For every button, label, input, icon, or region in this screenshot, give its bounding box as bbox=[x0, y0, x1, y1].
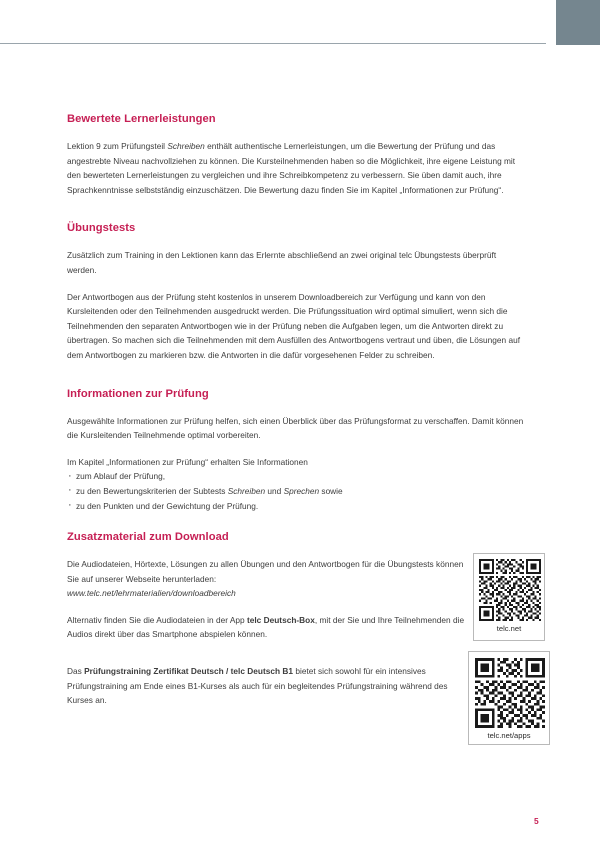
section-title: Übungstests bbox=[67, 222, 136, 235]
section-uebungstests bbox=[67, 221, 526, 362]
paragraph bbox=[67, 455, 526, 470]
header-divider-rule bbox=[0, 43, 546, 44]
text-run-italic: Sprechen bbox=[283, 485, 320, 496]
paragraph bbox=[67, 557, 467, 601]
text-run: und bbox=[265, 485, 284, 496]
qr-card-telc-net[interactable] bbox=[473, 553, 545, 641]
text-run: enthält authentische Lernerleistungen, um die Bewertung der Prüfung und das angestrebte Niveau nachvollziehen zu können. Die Kursteilnehmenden haben so die Möglichkeit, ihre eigene Leistung mit den bewerteten Lernerleistungen zu vergleichen und ihre Schreibkompetenz zu verbessern. Sie üben damit auch, ihre Sprachkenntnisse selbstständig einzuschätzen. Die Bewertung dazu finden Sie im Kapitel „Informationen zur Prüfung“. bbox=[67, 141, 516, 195]
list-item bbox=[67, 499, 526, 514]
section-zusatzmaterial-zum-download bbox=[67, 530, 526, 708]
section-title: Zusatzmaterial zum Download bbox=[67, 531, 229, 544]
section-title: Informationen zur Prüfung bbox=[67, 387, 209, 400]
text-run: zum Ablauf der Prüfung, bbox=[76, 471, 166, 482]
qr-code-icon bbox=[475, 658, 545, 728]
text-run-italic: Schreiben bbox=[227, 485, 266, 496]
text-run: Die Audiodateien, Hörtexte, Lösungen zu allen Übungen und den Antwortbogen für die Übungstests können Sie auf unserer Webseite herunterladen: bbox=[67, 559, 464, 584]
qr-code-icon bbox=[479, 559, 541, 621]
text-run-bold: telc Deutsch-Box bbox=[246, 614, 315, 625]
list-item bbox=[67, 484, 526, 499]
qr-label: telc.net bbox=[496, 624, 522, 633]
text-run: Lektion 9 zum Prüfungsteil bbox=[67, 141, 168, 151]
qr-label: telc.net/apps bbox=[487, 731, 531, 740]
paragraph bbox=[67, 290, 526, 363]
qr-card-telc-net-apps[interactable] bbox=[468, 651, 550, 745]
text-run: sowie bbox=[319, 485, 343, 496]
text-run: Das bbox=[67, 666, 85, 677]
text-run: , mit der Sie und Ihre Teilnehmenden die Audios direkt über das Smartphone abspielen können. bbox=[67, 614, 465, 640]
text-run: Zusätzlich zum Training in den Lektionen kann das Erlernte abschließend an zwei original telc Übungstests überprüft werden. bbox=[67, 250, 497, 275]
paragraph bbox=[67, 414, 526, 443]
text-run: Im Kapitel „Informationen zur Prüfung“ erhalten Sie Informationen bbox=[67, 456, 308, 467]
text-run: Alternativ finden Sie die Audiodateien in der App bbox=[67, 614, 247, 625]
page-number: 5 bbox=[534, 816, 539, 826]
header-corner-block bbox=[556, 0, 600, 45]
paragraph bbox=[67, 139, 526, 197]
section-bewertete-lernerleistungen bbox=[67, 112, 526, 197]
text-run: bietet sich sowohl für ein intensives Prüfungstraining am Ende eines B1-Kurses als auch für ein begleitendes Prüfungstraining während des Kurses an. bbox=[67, 666, 448, 706]
section-informationen-zur-pruefung bbox=[67, 387, 526, 514]
text-run: zu den Bewertungskriterien der Subtests bbox=[76, 485, 228, 496]
bullet-list bbox=[67, 469, 526, 513]
list-item bbox=[67, 469, 526, 484]
paragraph bbox=[67, 248, 526, 277]
page-content bbox=[67, 112, 526, 732]
paragraph bbox=[67, 664, 467, 708]
download-url: www.telc.net/lehrmaterialien/downloadbereich bbox=[67, 588, 236, 599]
text-run: Der Antwortbogen aus der Prüfung steht kostenlos in unserem Downloadbereich zur Verfügung und kann von den Kursleitenden oder den Teilnehmenden ausgedruckt werden. Die Prüfungssituation wird optimal simuliert, wenn sich die Teilnehmenden den separaten Antwortbogen wie in der Prüfung neben die Aufgaben legen, um die Antworten direkt zu übertragen. So machen sich die Teilnehmenden mit dem Ausfüllen des Antwortbogens vertraut und üben, die Lösungen auf dem Antwortbogen zu markieren bzw. die Antworten in die dafür vorgesehenen Felder zu schreiben. bbox=[67, 291, 521, 360]
text-run-italic: Schreiben bbox=[167, 141, 205, 151]
text-run: zu den Punkten und der Gewichtung der Prüfung. bbox=[76, 500, 259, 511]
text-run: Ausgewählte Informationen zur Prüfung helfen, sich einen Überblick über das Prüfungsformat zu verschaffen. Damit können die Kursleitenden Teilnehmende optimal vorbereiten. bbox=[67, 415, 524, 441]
paragraph bbox=[67, 613, 467, 642]
section-title: Bewertete Lernerleistungen bbox=[67, 113, 216, 125]
text-run-bold: Prüfungstraining Zertifikat Deutsch / telc Deutsch B1 bbox=[84, 666, 294, 677]
